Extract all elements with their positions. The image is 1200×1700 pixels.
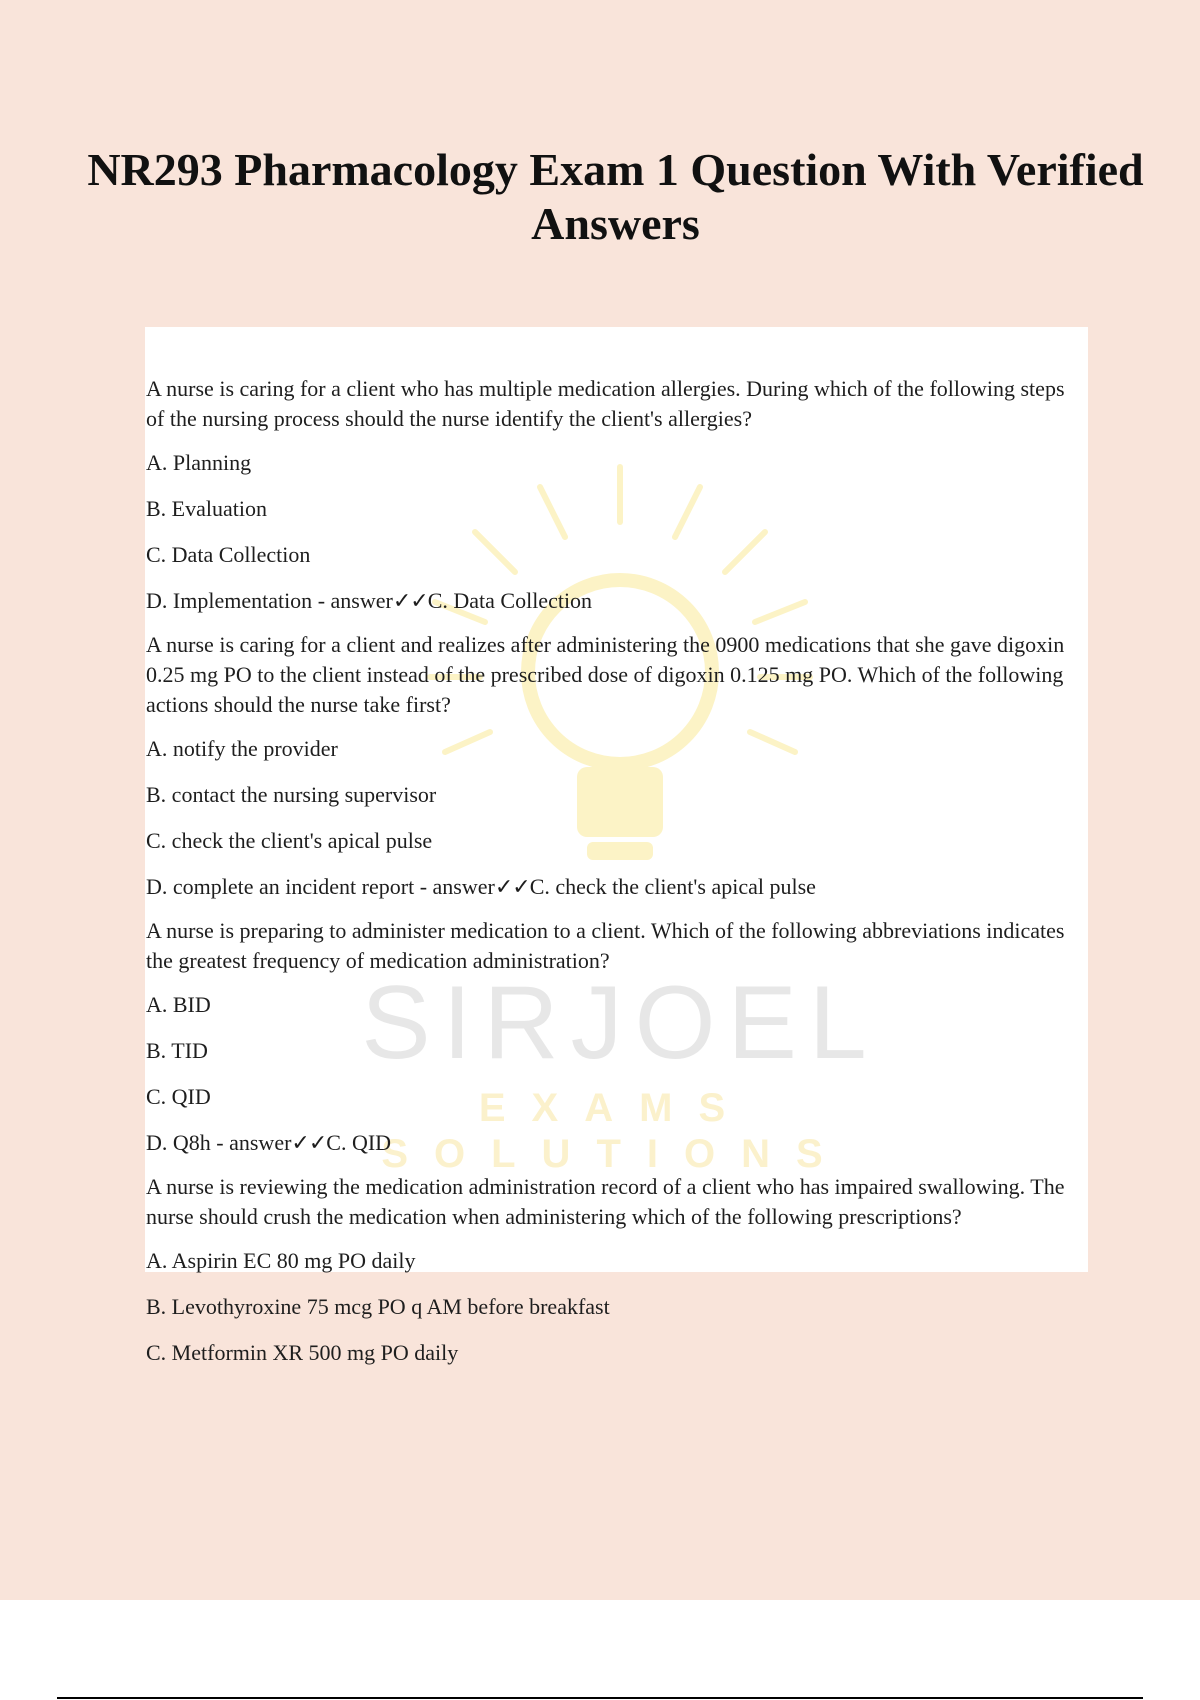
answer-prefix: - answer (210, 1130, 292, 1155)
answer-option: D. complete an incident report (146, 874, 415, 899)
question-stem: A nurse is caring for a client and realizes after administering the 0900 medications that she gave digoxin 0.25 mg PO to the client instead of the prescribed dose of digoxin 0.125 mg PO. Which of the following actions should the nurse take first? (146, 632, 1065, 717)
correct-answer: C. check the client's apical pulse (529, 874, 816, 899)
document-title: NR293 Pharmacology Exam 1 Question With Verified Answers (87, 144, 1144, 249)
answer-line (146, 872, 1086, 902)
question-block (146, 916, 1086, 1158)
answer-prefix: - answer (414, 874, 495, 899)
footer-divider (57, 1697, 1143, 1699)
correct-answer: C. QID (326, 1130, 392, 1155)
answer-option: C. QID (146, 1084, 211, 1109)
double-check-icon: ✓✓ (392, 588, 428, 613)
answer-option: D. Q8h (146, 1130, 211, 1155)
watermark-brand: SIRJOEL (361, 965, 879, 1081)
question-block (146, 374, 1086, 616)
answer-option: D. Implementation (146, 588, 313, 613)
question-stem: A nurse is caring for a client who has multiple medication allergies. During which of the following steps of the nursing process should the nurse identify the client's allergies? (146, 376, 1065, 431)
answer-option: B. Levothyroxine 75 mcg PO q AM before breakfast (146, 1294, 610, 1319)
double-check-icon: ✓✓ (494, 874, 530, 899)
answer-option: C. check the client's apical pulse (146, 828, 433, 853)
answer-option: C. Metformin XR 500 mg PO daily (146, 1340, 459, 1365)
double-check-icon: ✓✓ (291, 1130, 327, 1155)
answer-option: C. Data Collection (146, 542, 311, 567)
answer-option: A. Aspirin EC 80 mg PO daily (146, 1248, 416, 1273)
answer-option: B. contact the nursing supervisor (146, 782, 437, 807)
answer-option: B. Evaluation (146, 496, 267, 521)
answer-option: A. notify the provider (146, 736, 338, 761)
correct-answer: C. Data Collection (427, 588, 593, 613)
questions-list (146, 374, 1086, 1384)
question-stem: A nurse is reviewing the medication administration record of a client who has impaired swallowing. The nurse should crush the medication when administering which of the following prescriptions? (146, 1174, 1065, 1229)
watermark-subtitle: EXAMS SOLUTIONS (381, 1086, 849, 1176)
question-stem: A nurse is preparing to administer medication to a client. Which of the following abbreviations indicates the greatest frequency of medication administration? (146, 918, 1065, 973)
answer-option: B. TID (146, 1038, 208, 1063)
question-block (146, 1172, 1086, 1368)
answer-line (146, 1128, 1086, 1158)
question-block (146, 630, 1086, 902)
answer-line (146, 586, 1086, 616)
answer-prefix: - answer (312, 588, 393, 613)
answer-option: A. BID (146, 992, 211, 1017)
answer-option: A. Planning (146, 450, 252, 475)
